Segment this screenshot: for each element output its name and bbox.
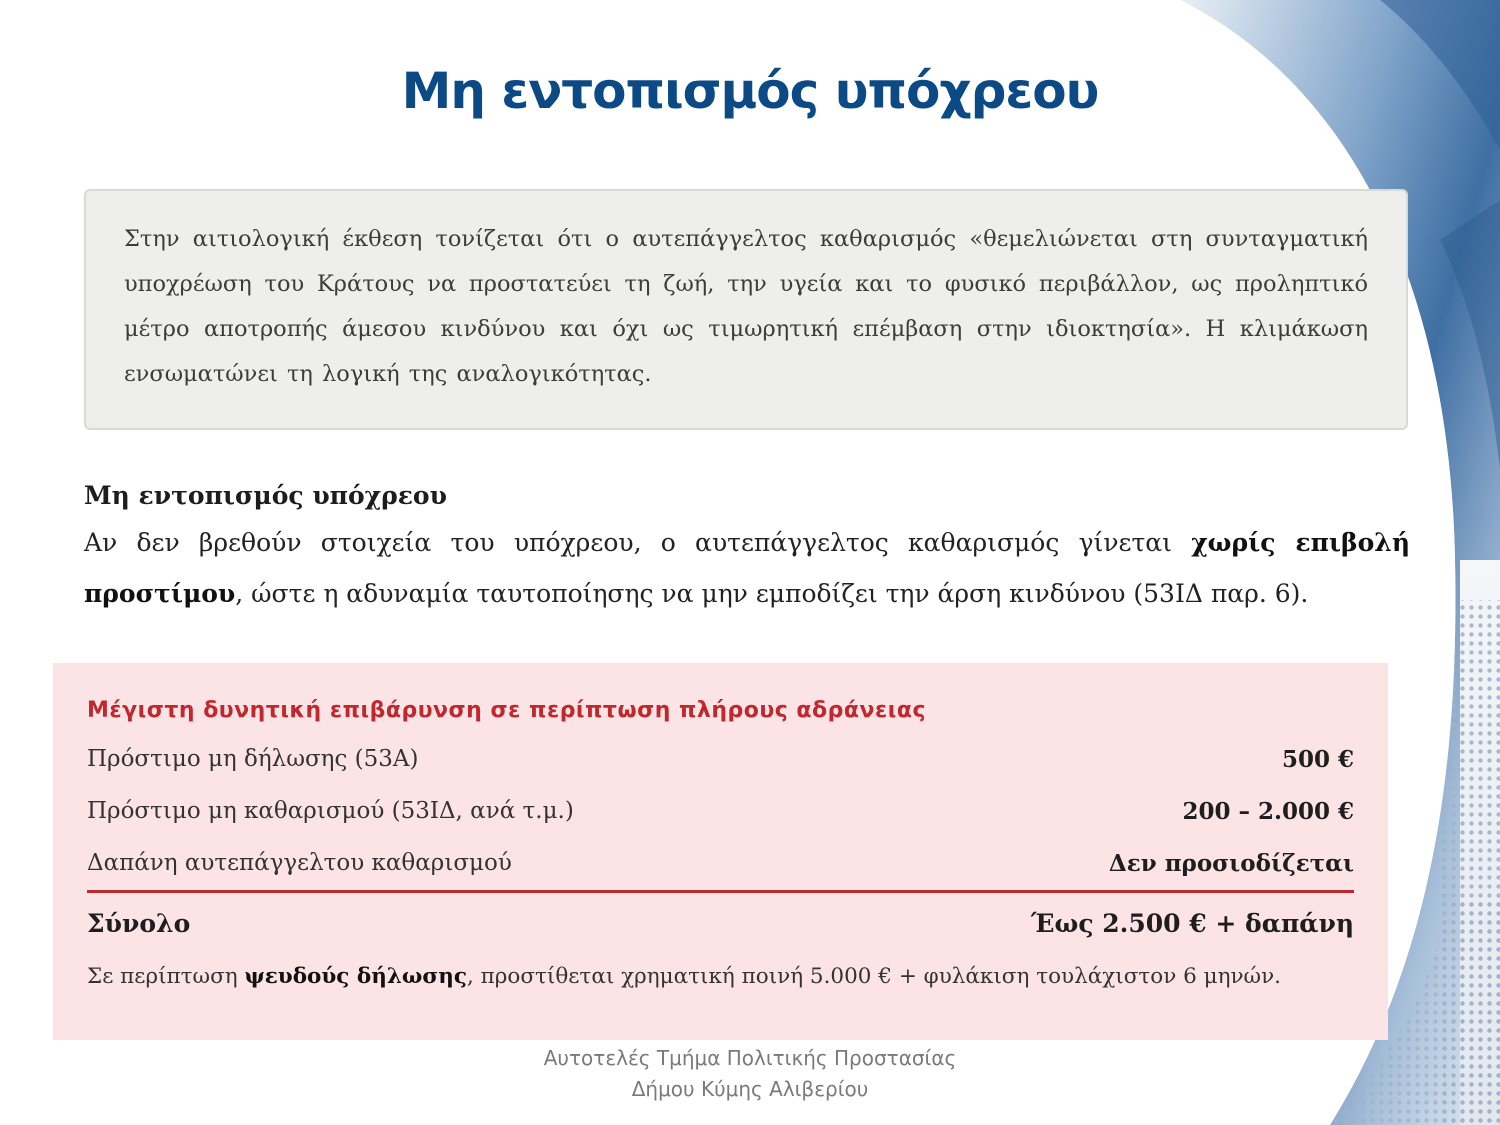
penalty-row-value: 200 – 2.000 € [1182, 797, 1354, 825]
quote-box [84, 189, 1408, 430]
penalty-total-label: Σύνολο [87, 908, 191, 938]
penalty-rows [87, 733, 1354, 889]
penalty-row [87, 837, 1354, 889]
page-title: Μη εντοπισμός υπόχρεου [401, 62, 1099, 120]
footer-line-1: Αυτοτελές Τμήμα Πολιτικής Προστασίας [543, 1046, 957, 1070]
penalty-box [53, 663, 1388, 1040]
penalty-heading: Μέγιστη δυνητική επιβάρυνση σε περίπτωση πλήρους αδράνειας [87, 698, 926, 723]
penalty-note [87, 957, 1354, 997]
section-text-after: , ώστε η αδυναμία ταυτοποίησης να μην εμποδίζει την άρση κινδύνου (53ΙΔ παρ. 6). [235, 579, 1309, 608]
section-no-owner [84, 475, 1410, 619]
quote-text: Στην αιτιολογική έκθεση τονίζεται ότι ο αυτεπάγγελτος καθαρισμός «θεμελιώνεται στη συνταγματική υποχρέωση του Κράτους να προστατεύει τη ζωή, την υγεία και το φυσικό περιβάλλον, ως προληπτικό μέτρο αποτροπής άμεσου κινδύνου και όχι ως τιμωρητική επέμβαση στην ιδιοκτησία». Η κλιμάκωση ενσωματώνει τη λογική της αναλογικότητας. [124, 226, 1368, 387]
section-text [84, 517, 1410, 619]
penalty-row [87, 785, 1354, 837]
penalty-row-label: Πρόστιμο μη καθαρισμού (53ΙΔ, ανά τ.μ.) [87, 798, 574, 824]
penalty-total-value: Έως 2.500 € + δαπάνη [1030, 908, 1354, 938]
penalty-total-row [87, 893, 1354, 953]
penalty-row-value: Δεν προσιοδίζεται [1108, 849, 1354, 877]
section-text-bold: χωρίς επιβολή προστίμου [84, 528, 1410, 608]
penalty-row-value: 500 € [1281, 745, 1354, 773]
penalty-note-after: , προστίθεται χρηματική ποινή 5.000 € + φυλάκιση τουλάχιστον 6 μηνών. [466, 964, 1281, 989]
penalty-note-bold: ψευδούς δήλωσης [244, 964, 467, 989]
footer [0, 1043, 1500, 1105]
penalty-row [87, 733, 1354, 785]
penalty-row-label: Πρόστιμο μη δήλωσης (53Α) [87, 746, 419, 772]
footer-line-2: Δήμου Κύμης Αλιβερίου [631, 1077, 869, 1101]
penalty-row-label: Δαπάνη αυτεπάγγελτου καθαρισμού [87, 850, 512, 876]
section-heading: Μη εντοπισμός υπόχρεου [84, 481, 447, 510]
section-text-before: Αν δεν βρεθούν στοιχεία του υπόχρεου, ο αυτεπάγγελτος καθαρισμός γίνεται [84, 528, 1192, 557]
penalty-note-before: Σε περίπτωση [87, 964, 245, 989]
